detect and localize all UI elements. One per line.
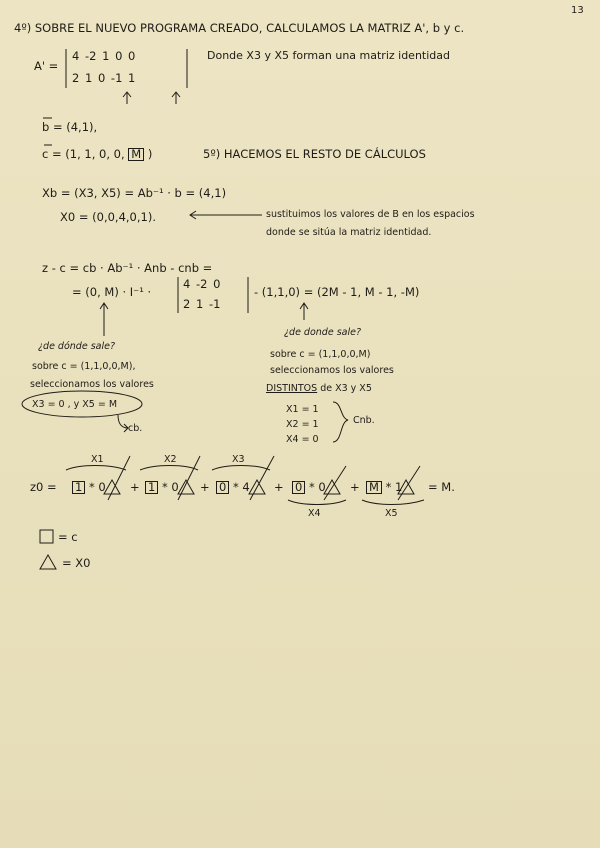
z0-term-3-box: 0 xyxy=(216,481,229,494)
zc-expansion-suffix: - (1,1,0) = (2M - 1, M - 1, -M) xyxy=(254,285,420,299)
c-vector-prefix: c = (1, 1, 0, 0, xyxy=(42,147,125,161)
z0-prefix: z0 = xyxy=(30,480,57,494)
z0-term-1-tri-value: 0 xyxy=(98,480,106,494)
z0-under-x5: X5 xyxy=(385,508,398,519)
brace-x4 xyxy=(288,500,346,505)
tri-2 xyxy=(178,480,194,494)
right-note-x2: X2 = 1 xyxy=(286,419,319,430)
x0-line: X0 = (0,0,4,0,1). xyxy=(60,210,156,224)
z0-plus-3: + xyxy=(274,480,284,494)
legend-triangle-icon xyxy=(40,555,56,569)
z0-term-5-box: M xyxy=(366,481,382,494)
matrix-a-row1: 4 -2 1 0 0 xyxy=(72,49,136,63)
cnb-brace xyxy=(333,402,348,442)
identity-note: Donde X3 y X5 forman una matriz identidad xyxy=(207,49,450,62)
right-note-line3-rest: de X3 y X5 xyxy=(320,383,372,394)
x0-note-line2: donde se sitúa la matriz identidad. xyxy=(266,227,432,238)
zc-expansion-prefix: = (0, M) · I⁻¹ · xyxy=(72,285,152,299)
z0-result: = M. xyxy=(428,480,455,494)
left-note-line1: sobre c = (1,1,0,0,M), xyxy=(32,361,136,372)
slash-1 xyxy=(108,456,130,500)
z0-over-x2: X2 xyxy=(164,454,177,465)
z0-term-3-tri-value: 4 xyxy=(242,480,250,494)
z0-term-2-tri-value: 0 xyxy=(171,480,179,494)
right-note-distintos: DISTINTOS xyxy=(266,383,318,394)
xb-line: Xb = (X3, X5) = Ab⁻¹ · b = (4,1) xyxy=(42,186,227,200)
left-note-circled: X3 = 0 , y X5 = M xyxy=(32,399,118,410)
right-note-x1: X1 = 1 xyxy=(286,404,319,415)
brace-x2 xyxy=(140,466,198,471)
matrix-a-label: A' = xyxy=(34,59,59,73)
right-note-line2: seleccionamos los valores xyxy=(270,365,394,376)
right-note-line1: sobre c = (1,1,0,0,M) xyxy=(270,349,371,360)
z0-plus-2: + xyxy=(200,480,210,494)
zc-line: z - c = cb · Ab⁻¹ · Anb - cnb = xyxy=(42,261,213,275)
z0-term-1-star: * xyxy=(88,480,95,494)
z0-plus-1: + xyxy=(130,480,140,494)
brace-x3 xyxy=(212,466,270,471)
b-vector: b = (4,1), xyxy=(42,120,98,134)
c-vector-suffix: ) xyxy=(147,147,153,161)
slash-4 xyxy=(324,466,346,500)
z0-term-1-box: 1 xyxy=(72,481,85,494)
page-number: 13 xyxy=(571,5,584,16)
slash-2 xyxy=(178,456,200,500)
z0-term-3-star: * xyxy=(232,480,239,494)
left-note-line2: seleccionamos los valores xyxy=(30,379,154,390)
c-vector-m-box: M xyxy=(128,148,144,161)
z0-under-x4: X4 xyxy=(308,508,321,519)
zc-matrix-row2: 2 1 -1 xyxy=(183,297,221,311)
left-note-arrow-label: cb. xyxy=(128,423,143,434)
z0-term-5-star: * xyxy=(385,480,392,494)
slash-3 xyxy=(250,456,274,500)
left-note-question: ¿de dónde sale? xyxy=(38,341,115,352)
right-note-question: ¿de donde sale? xyxy=(284,327,361,338)
z0-term-4-star: * xyxy=(308,480,315,494)
z0-over-x1: X1 xyxy=(91,454,104,465)
z0-term-4-tri-value: 0 xyxy=(318,480,326,494)
z0-term-4-box: 0 xyxy=(292,481,305,494)
zc-matrix-row1: 4 -2 0 xyxy=(183,277,221,291)
left-note-circle xyxy=(22,391,142,417)
legend-square-icon xyxy=(40,530,53,543)
z0-over-x3: X3 xyxy=(232,454,245,465)
right-note-brace-label: Cnb. xyxy=(353,415,375,426)
x0-note-line1: sustituimos los valores de B en los espacios xyxy=(266,209,475,220)
step4-title: 4º) SOBRE EL NUEVO PROGRAMA CREADO, CALCULAMOS LA MATRIZ A', b y c. xyxy=(14,21,465,35)
brace-x5 xyxy=(362,500,424,505)
matrix-a-row2: 2 1 0 -1 1 xyxy=(72,71,136,85)
legend-tri-eq: = X0 xyxy=(62,556,91,570)
step5-title: 5º) HACEMOS EL RESTO DE CÁLCULOS xyxy=(203,147,426,161)
z0-term-2-box: 1 xyxy=(145,481,158,494)
z0-term-5-tri-value: 1 xyxy=(395,480,403,494)
brace-x1 xyxy=(66,466,126,471)
right-note-x4: X4 = 0 xyxy=(286,434,319,445)
z0-plus-4: + xyxy=(350,480,360,494)
z0-term-2-star: * xyxy=(161,480,168,494)
legend-box-eq: = c xyxy=(58,530,78,544)
slash-5 xyxy=(398,466,420,500)
